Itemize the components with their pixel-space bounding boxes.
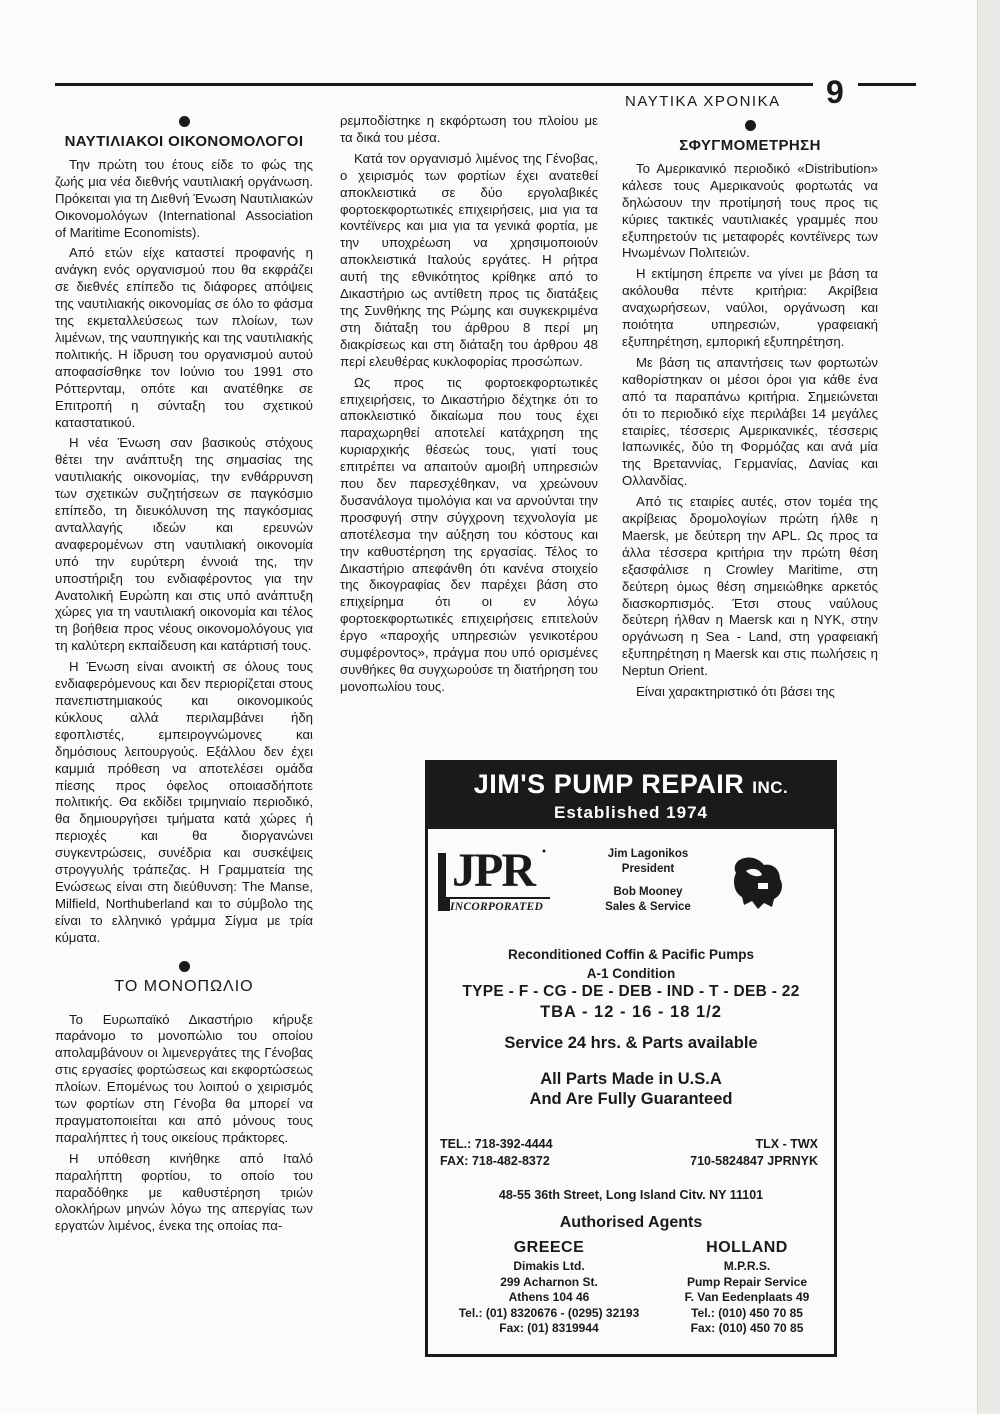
- logo-caption: INCORPORATED: [450, 901, 544, 913]
- page-number: 9: [826, 74, 844, 110]
- paragraph: Ως προς τις φορτοεκφορτωτικές επιχειρήσεις, το Δικαστήριο δέχτηκε ότι το αποκλειστικό δικαίωμα που τους έχει παραχωρηθεί αποτελεί κατάχρηση της κυριαρχικής θέσεώς τους, γιατί τους επιτρέπει να απαιτούν αμοιβή υπηρεσιών που δεν παρεσχέθηκαν, να χρεώνουν δυσανάλογα τιμολόγια και να αρνούνται την προσφυγή στην σύγχρονη τεχνολογία με αποτέλεσμα την αύξηση του κόστους και την καθυστέρηση της εργασίας. Τέλος το Δικαστήριο απεφάνθη ότι κανένα στοιχείο της δικογραφίας δεν παρέχει βάση στο επιχείρημα ότι οι εν λόγω φορτοεκφορτωτικές επιχειρήσεις επιτελούν έργο «παροχής υπηρεσιών γενικοτέρου συμφέροντος», πράγμα που υπό ορισμένες συνθήκες θα συγχωρούσε τη διατήρηση του μονοπωλίου τους.: [340, 374, 598, 694]
- header-rule-left: [55, 83, 813, 86]
- service-line: Service 24 hrs. & Parts available: [504, 1034, 758, 1052]
- agent-phone: Tel.: (010) 450 70 85: [691, 1305, 803, 1320]
- paragraph: Κατά τον οργανισμό λιμένος της Γένοβας, ο χειρισμός των φορτίων έχει ανατεθεί αποκλειστικά σε δύο εργολαβικές φορτοεκφορτωτικές επιχειρήσεις, μια για τα κοντέϊνερς και μια για τα γενικά φορτία, με την υποχρέωση να χρησιμοποιούν αποκλειστικά Ιταλούς εργάτες. Η ρήτρα αυτή της εθνικότητος κρίθηκε από το Δικαστήριο ως αντίθετη προς τις διατάξεις της Συνθήκης της Ρώμης και συγκεκριμένα στη διάταξη του άρθρου 8 περί μη διακρίσεως και στη διάταξη του άρθρου 48 περί ελευθέρας κυκλοφορίας προσώπων.: [340, 150, 598, 369]
- reconditioned-line: Reconditioned Coffin & Pacific Pumps: [507, 947, 755, 962]
- telephone: TEL.: 718-392-4444: [440, 1137, 553, 1151]
- logo-letters: JPR: [452, 844, 534, 897]
- company-suffix: INC.: [752, 778, 789, 797]
- agent-greece: [434, 1237, 664, 1337]
- jpr-logo: [436, 843, 554, 919]
- agent-service: Pump Repair Service: [686, 1274, 808, 1289]
- telex-label: TLX - TWX: [755, 1137, 818, 1151]
- paragraph: Είναι χαρακτηριστικό ότι βάσει της: [636, 684, 835, 700]
- contact1-role: President: [621, 863, 675, 875]
- agent-street: 299 Acharnon St.: [500, 1274, 598, 1289]
- bullet-dot: [745, 120, 756, 131]
- column-2: [340, 113, 598, 696]
- pump-sizes-line: TBA - 12 - 16 - 18 1/2: [540, 1003, 722, 1021]
- heading-monopoly: ΤΟ ΜΟΝΟΠΩΛΙΟ: [114, 977, 254, 995]
- agent-city: Athens 104 46: [508, 1290, 590, 1304]
- paragraph: ρεμποδίστηκε η εκφόρτωση του πλοίου με τα δικά του μέσα.: [340, 113, 598, 145]
- made-in-usa-line: All Parts Made in U.S.A: [540, 1070, 722, 1088]
- heading-survey: ΣΦΥΓΜΟΜΕΤΡΗΣΗ: [679, 137, 821, 154]
- pump-types-line: TYPE - F - CG - DE - DEB - IND - T - DEB - 22: [462, 983, 800, 1000]
- agent-company: M.P.R.S.: [723, 1259, 771, 1273]
- company-name-text: JIM'S PUMP REPAIR: [473, 769, 745, 799]
- pump-repair-advertisement: [425, 760, 837, 1357]
- agent-country: GREECE: [513, 1239, 585, 1256]
- bullet-dot: [179, 116, 190, 127]
- heading-maritime-economists: ΝΑΥΤΙΛΙΑΚΟΙ ΟΙΚΟΝΟΜΟΛΟΓΟΙ: [64, 133, 304, 150]
- paragraph: Από ετών είχε καταστεί προφανής η ανάγκη ενός οργανισμού που θα εκφράζει σε διεθνές επίπεδο τις διάφορες απόψεις της ναυτιλιακής οικονομίας σε όλο το φάσμα της εκμεταλλεύσεως των πλοίων, των λιμένων, της ναυπηγικής και της ναυτιλιακής πολιτικής. Η ίδρυση του οργανισμού αυτού αποφασίσθηκε τον Ιούνιο του 1991 στο Ρόττερνταμ, οπότε και ανατέθηκε σε Επιτροπή η σύνταξη του σχετικού καταστατικού.: [55, 245, 313, 430]
- contact1-name: Jim Lagonikos: [607, 848, 689, 860]
- fax: FAX: 718-482-8372: [440, 1154, 550, 1168]
- contact-names: [578, 847, 718, 915]
- phone-block: [440, 1136, 553, 1170]
- agent-fax: Fax: (01) 8319944: [499, 1321, 599, 1335]
- paragraph: Η υπόθεση κινήθηκε από Ιταλό παραλήπτη φορτίου, το οποίο του παραδόθηκε με καθυστέρηση τριών ολοκλήρων μηνών λόγω της απεργίας των εργατών λιμένος, ένεκα της οποίας πα-: [55, 1150, 313, 1234]
- bullet-dot: [179, 961, 190, 972]
- paragraph: Το Αμερικανικό περιοδικό «Distribution» κάλεσε τους Αμερικανούς φορτωτάς να δηλώσουν την προτίμησή τους προς τις κύριες τακτικές ναυτιλιακές γραμμές που εξυπηρετούν τις μεταφορές κοντέϊνερς των Ηνωμένων Πολιτειών.: [622, 160, 878, 261]
- paragraph: Το Ευρωπαϊκό Δικαστήριο κήρυξε παράνομο το μονοπώλιο του οποίου απολαμβάνουν οι λιμενεργάτες της Γένοβας στις εργασίες φορτώσεως και εκφορτώσεως πλοίων. Επομένως του λοιπού ο χειρισμός των φορτίων στη Γένοβα θα μπορεί να πραγματοποιείται και από μόνους τους παραλήπτες ή τους οικείους πράκτορες.: [55, 1011, 313, 1145]
- agent-country: HOLLAND: [706, 1239, 788, 1256]
- paragraph: Την πρώτη του έτους είδε το φώς της ζωής μια νέα διεθνής ναυτιλιακή οργάνωση. Πρόκειται για τη Διεθνή Ένωση Ναυτιλιακών Οικονομολόγων (International Association of Maritime Economists).: [55, 156, 313, 240]
- paragraph: Με βάση τις απαντήσεις των φορτωτών καθορίστηκαν οι μέσοι όροι για κάθε ένα από τα παραπάνω κριτήρια. Σημειώνεται ότι το περιοδικό είχε περιλάβει 14 μεγάλες εταιρίες, τέσσερις Αμερικανικές, τέσσερις Ιαπωνικές, δύο τη Φορμόζας και ανά μία της Βρεταννίας, Γερμανίας, Δανίας και Ολλανδίας.: [622, 354, 878, 489]
- paragraph: Η νέα Ένωση σαν βασικούς στόχους θέτει την ανάπτυξη της σημασίας της ναυτιλιακής οικονομίας, την ενθάρρυνση των σχετικών συζητήσεων σε παγκόσμιο επίπεδο, τη διευκόλυνση της παγκόσμιας ανταλλαγής ιδεών και ερευνών αναφερομένων στη ναυτιλιακή οικονομία υπό την ευρύτερη έννοιά της, την υποστήριξη του ενδιαφέροντος για την Ανατολική Ευρώπη και στις υπό ανάπτυξη χώρες για τη ναυτιλιακή οικονομία και τέλος τη βοήθεια προς νέους οικονομολόγους για τη καλύτερη εκπαίδευση και κατάρτισή τους.: [55, 435, 313, 654]
- agent-street: F. Van Eedenplaats 49: [684, 1290, 810, 1304]
- column-3: [622, 120, 878, 701]
- header-rule-right: [858, 83, 916, 86]
- agents-heading: Authorised Agents: [559, 1214, 703, 1231]
- telex-number: 710-5824847 JPRNYK: [690, 1154, 818, 1168]
- column-1: [55, 116, 313, 1235]
- agent-company: Dimakis Ltd.: [513, 1259, 585, 1273]
- contact2-name: Bob Mooney: [613, 886, 683, 898]
- paragraph: Από τις εταιρίες αυτές, στον τομέα της ακρίβειας δρομολογίων πρώτη ήλθε η Maersk, με δεύτερη την APL. Ως προς τα άλλα τέσσερα κριτήρια την πρώτη θέση εξασφάλισε η Crowley Maritime, στη δεύτερη όμως θέση σημειώθηκε αρκετός διασκορπισμός. Έτσι στους ναύλους δεύτερη ήλθαν η Maersk και η NYK, στην οργάνωση η Sea - Land, στη γραφειακή εξυπηρέτηση η Maersk και στις πωλήσεις η Neptun Orient.: [622, 494, 878, 679]
- ad-banner: [428, 763, 834, 829]
- guaranteed-line: And Are Fully Guaranteed: [529, 1090, 733, 1108]
- ad-company-name: [428, 769, 834, 800]
- paragraph: Η εκτίμηση έπρεπε να γίνει με βάση τα ακόλουθα πέντε κριτήρια: Ακρίβεια αναχωρήσεων, ναύλοι, οργάνωση και ποιότητα υπηρεσιών, γραφειακή εξυπηρέτηση, εμπορική εξυπηρέτηση.: [622, 266, 878, 349]
- page-edge: [977, 0, 1000, 1414]
- publication-title: ΝΑΥΤΙΚΑ ΧΡΟΝΙΚΑ: [625, 93, 781, 110]
- pump-illustration-icon: [728, 853, 786, 913]
- condition-line: A-1 Condition: [586, 966, 676, 981]
- agent-fax: Fax: (010) 450 70 85: [690, 1321, 804, 1335]
- telex-block: [690, 1136, 818, 1170]
- agent-phone: Tel.: (01) 8320676 - (0295) 32193: [458, 1305, 640, 1320]
- paragraph: Η Ένωση είναι ανοικτή σε όλους τους ενδιαφερόμενους και δεν περιορίζεται στους πανεπιστημιακούς και οικονομικούς κύκλους αλλά περιλαμβάνει ήδη εφοπλιστές, εμπειρογνώμονες και δημόσιους λειτουργούς. Εξάλλου δεν έχει καμμιά πρόθεση να αποτελέσει ομάδα πίεσης προς όφελος οποιασδήποτε πολιτικής. Θα εκδίδει τριμηνιαίο περιοδικό, θα δημιουργήσει τμήματα κατά χώρες ή περιοχές και θα διοργανώνει συγκεντρώσεις, συνέδρια και συσκέψεις στρογγυλής τράπεζας. Η Γραμματεία της Ενώσεως είναι στη διεύθυνση: The Manse, Milfield, Northuberland και το σύμβολο της είναι το ελληνικό γράμμα Σίγμα με τρία κύματα.: [55, 659, 313, 945]
- established-year: Established 1974: [554, 803, 708, 822]
- agent-holland: [664, 1237, 830, 1337]
- contact2-role: Sales & Service: [605, 901, 691, 913]
- address-line: 48-55 36th Street, Long Island Citv. NY 11101: [498, 1188, 764, 1202]
- logo-underline: [446, 897, 550, 899]
